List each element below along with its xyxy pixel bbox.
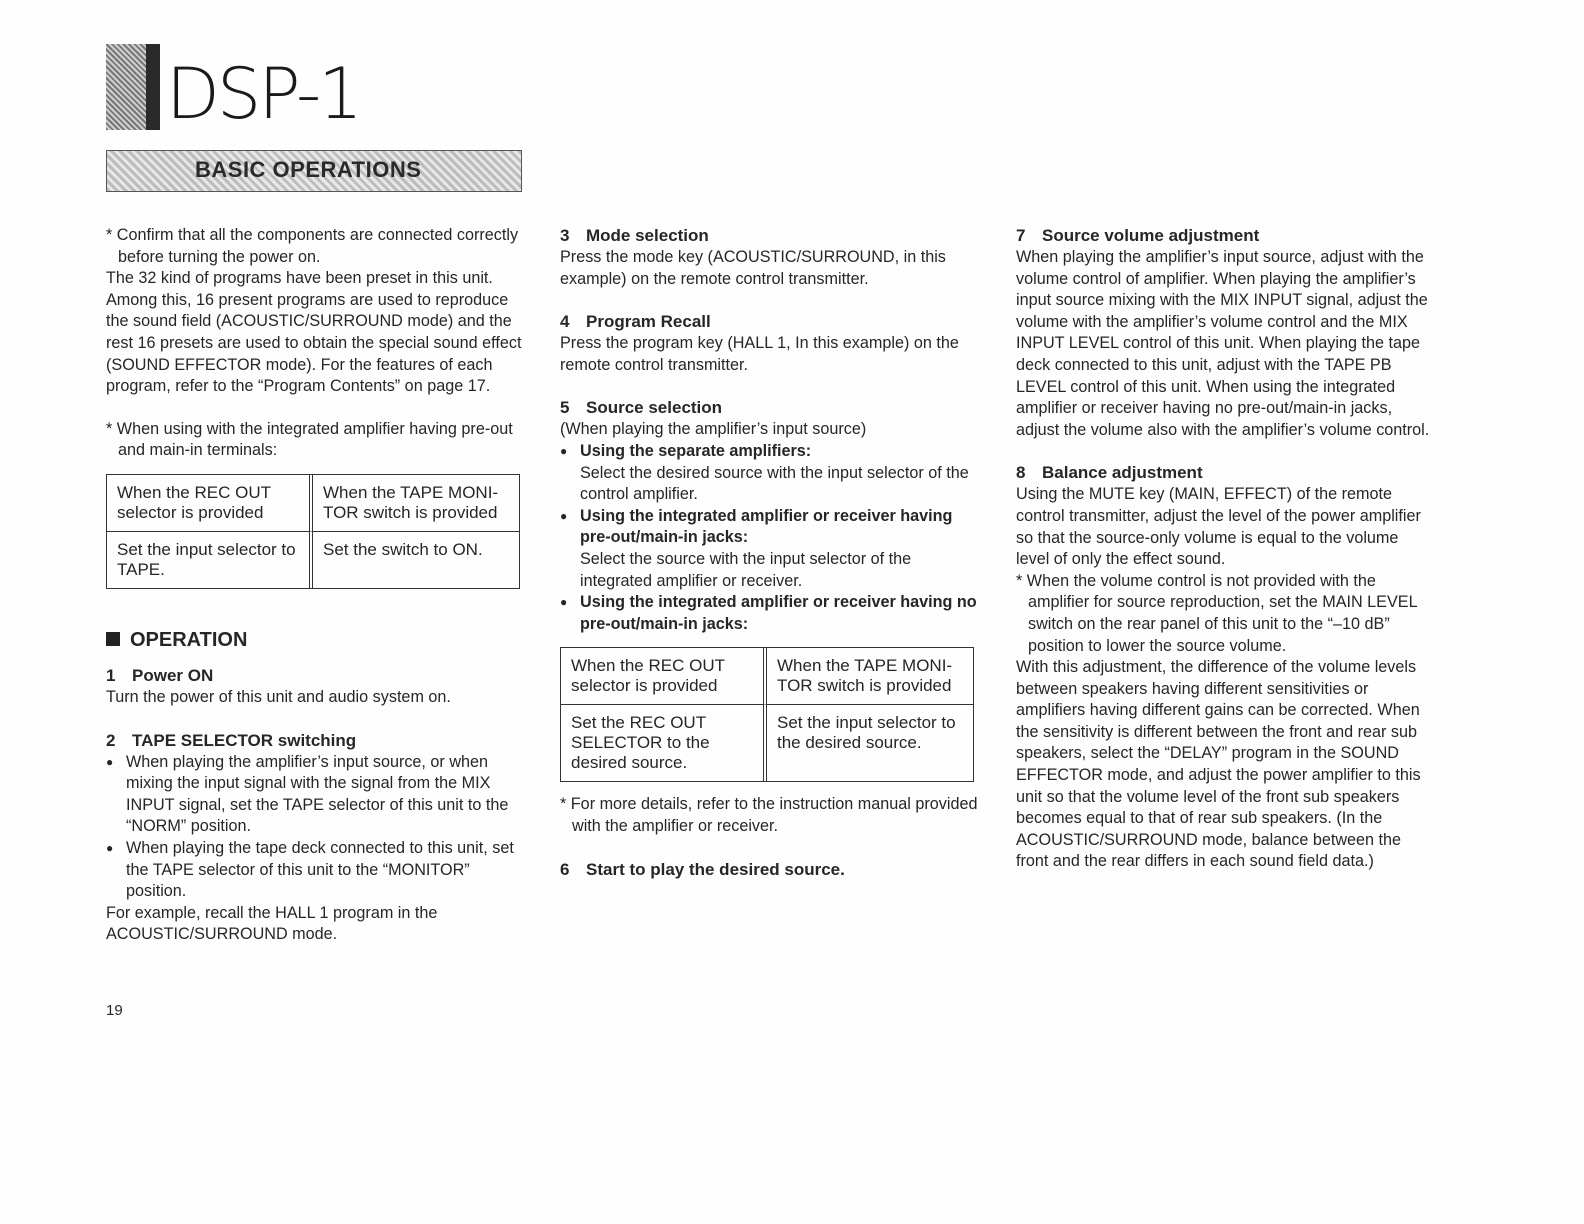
step-5-bullet-1-title: ● Using the separate amplifiers:	[560, 441, 980, 463]
square-bullet-icon	[106, 632, 120, 646]
table1-r1c1: When the REC OUT selector is provided	[107, 475, 313, 532]
intro-paragraph: The 32 kind of programs have been preset in this unit. Among this, 16 present programs are used to reproduce the sound field (ACOUSTIC/SURROUND mode) and the rest 16 presets are used to obtain the special sound effect (SOUND EFFECTOR mode). For the features of each program, refer to the “Program Contents” on page 17.	[106, 269, 522, 396]
step-5-bullet-2-text: Select the source with the input selector of the integrated amplifier or receiver.	[580, 549, 912, 590]
step-8-text: Using the MUTE key (MAIN, EFFECT) of the remote control transmitter, adjust the level of the power amplifier so that the source-only volume is equal to the volume level of only the effect sound.	[1016, 485, 1421, 569]
table2-r2c2: Set the input selector to the desired source.	[777, 713, 956, 753]
step-8-title: 8 Balance adjustment	[1016, 463, 1203, 483]
step-7-title: 7 Source volume adjustment	[1016, 226, 1260, 245]
column-left	[106, 225, 526, 946]
column-middle	[560, 225, 980, 881]
step-2-text: For example, recall the HALL 1 program in the ACOUSTIC/SURROUND mode.	[106, 903, 438, 944]
step-6-title: 6 Start to play the desired source.	[560, 859, 845, 879]
dsp1-logo	[106, 44, 406, 134]
step-5-bullet-2-title: ● Using the integrated amplifier or receiver having pre-out/main-in jacks:	[560, 506, 980, 549]
step-5-bullet-1-text: Select the desired source with the input selector of the control amplifier.	[580, 463, 969, 504]
banner-title: BASIC OPERATIONS	[195, 157, 422, 182]
column-right	[1016, 225, 1436, 873]
tape-table-2	[560, 647, 974, 782]
step-3-text: Press the mode key (ACOUSTIC/SURROUND, in this example) on the remote control transmitter.	[560, 248, 946, 288]
amp-note: * When using with the integrated amplifier having pre-out and main-in terminals:	[106, 419, 513, 460]
step-5-bullet-3-title: ● Using the integrated amplifier or receiver having no pre-out/main-in jacks:	[560, 592, 980, 635]
step-5-title: 5 Source selection	[560, 398, 723, 418]
page-number: 19	[106, 1002, 123, 1019]
step-8-text-2: With this adjustment, the difference of the volume levels between speakers having different sensitivities or amplifiers having different gains can be corrected. When the sensitivity is different between the front and rear sub speakers, select the “DELAY” program in the SOUND EFFECTOR mode, and adjust the power amplifier to this unit so that the volume level of the front sub speakers becomes equal to that of rear sub speakers. (In the ACOUSTIC/SURROUND mode, balance between the front and the rear differs in each sound field data.)	[1016, 658, 1421, 871]
logo-text: DSP-1	[166, 53, 360, 135]
step-2-title: 2 TAPE SELECTOR switching	[106, 730, 357, 750]
step-4-text: Press the program key (HALL 1, In this example) on the remote control transmitter.	[560, 334, 959, 374]
table1-r1c2: When the TAPE MONI-TOR switch is provided	[313, 475, 519, 532]
table2-r2c1: Set the REC OUT SELECTOR to the desired source.	[561, 705, 767, 781]
step-8-note: * When the volume control is not provided with the amplifier for source reproduction, set the MAIN LEVEL switch on the rear panel of this unit to the “–10 dB” position to lower the source volume.	[1016, 571, 1417, 655]
table1-r2c1: Set the input selector to TAPE.	[107, 532, 313, 588]
step-5-intro: (When playing the amplifier’s input source)	[560, 420, 867, 439]
step-2-bullet-2: ● When playing the tape deck connected to this unit, set the TAPE selector of this unit to the “MONITOR” position.	[106, 838, 526, 903]
step-1-text: Turn the power of this unit and audio system on.	[106, 687, 451, 706]
table2-r1c2: When the TAPE MONI-TOR switch is provided	[767, 648, 973, 705]
intro-note: * Confirm that all the components are connected correctly before turning the power on.	[106, 226, 519, 266]
logo-bar	[146, 44, 160, 130]
step-7-text: When playing the amplifier’s input source, adjust with the volume control of amplifier. When playing the amplifier’s input source mixing with the MIX INPUT signal, adjust the volume with the amplifier’s volume control and the MIX INPUT LEVEL control of this unit. When playing the tape deck connected to this unit, adjust with the TAPE PB LEVEL control of this unit. When using the integrated amplifier or receiver having no pre-out/main-in jacks, adjust the volume also with the amplifier’s volume control.	[1016, 248, 1430, 439]
step-1-title: 1 Power ON	[106, 665, 214, 685]
step-2-bullet-1: ● When playing the amplifier’s input source, or when mixing the input signal with the signal from the MIX INPUT signal, set the TAPE selector of this unit to the “NORM” position.	[106, 752, 526, 838]
table1-r2c2: Set the switch to ON.	[323, 539, 483, 559]
table2-r1c1: When the REC OUT selector is provided	[561, 648, 767, 705]
section-banner	[106, 150, 522, 192]
step-4-title: 4 Program Recall	[560, 312, 711, 332]
step-3-title: 3 Mode selection	[560, 226, 709, 245]
tape-table-1	[106, 474, 520, 589]
footnote: * For more details, refer to the instruction manual provided with the amplifier or receiver.	[560, 795, 978, 835]
operation-heading: OPERATION	[106, 627, 526, 653]
